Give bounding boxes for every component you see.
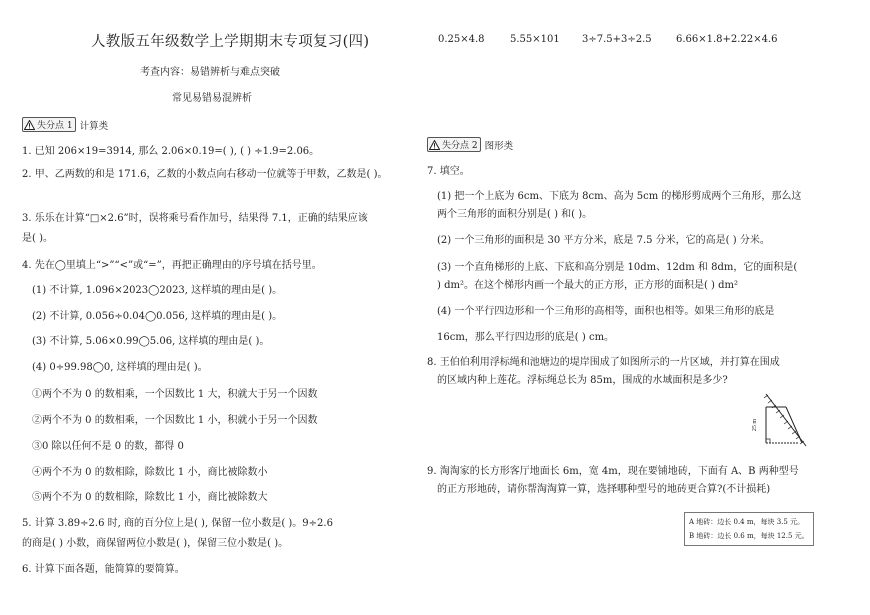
question-4-part-3: (3) 不计算, 5.06×0.99◯5.06, 这样填的理由是( )。	[32, 336, 270, 347]
question-7-part-3-line-2: ) dm²。在这个梯形内画一个最大的正方形，正方形的面积是( ) dm²	[437, 280, 739, 291]
tile-b-info: B 地砖：边长 0.6 m，每块 12.5 元。	[689, 532, 809, 540]
tag-badge	[427, 137, 481, 152]
reason-1: ①两个不为 0 的数相乘，一个因数比 1 大，积就大于另一个因数	[32, 389, 318, 400]
warning-icon	[24, 120, 35, 130]
tag-text: 图形类	[484, 140, 514, 152]
reason-2: ②两个不为 0 的数相乘，一个因数比 1 小，积就小于另一个因数	[32, 415, 318, 426]
question-8-line-1: 8. 王伯伯利用浮标绳和池塘边的堤岸围成了如图所示的一片区域，并打算在围成	[427, 357, 780, 368]
page-title: 人教版五年级数学上学期期末专项复习(四)	[91, 34, 370, 50]
question-7-part-4-line-2: 16cm，那么平行四边形的底是( ) cm。	[437, 332, 615, 343]
question-4-part-2: (2) 不计算, 0.056÷0.04◯0.056, 这样填的理由是( )。	[32, 311, 283, 322]
tag-badge-label: 失分点 1	[37, 121, 73, 131]
section-title: 常见易错易混辨析	[172, 93, 252, 104]
question-5-line-2: 的商是( ) 小数，商保留两位小数是( )，保留三位小数是( )。	[22, 538, 289, 549]
figure-label: 25 m	[752, 418, 758, 432]
reason-3: ③0 除以任何不是 0 的数，都得 0	[32, 441, 184, 452]
question-5-line-1: 5. 计算 3.89÷2.6 时, 商的百分位上是( ), 保留一位小数是( )。9÷2.6	[22, 518, 333, 529]
question-7-part-1-line-2: 两个三角形的面积分别是( ) 和( )。	[437, 209, 593, 220]
calc-item: 0.25×4.8	[438, 34, 485, 45]
question-4: 4. 先在◯里填上“>”“<”或“=”，再把正确理由的序号填在括号里。	[22, 260, 322, 271]
question-7-part-1-line-1: (1) 把一个上底为 6cm、下底为 8cm、高为 5cm 的梯形剪成两个三角形，那么这	[437, 191, 802, 202]
tag-geo	[427, 137, 513, 152]
tag-badge-label: 失分点 2	[442, 141, 478, 151]
tile-info-box	[684, 512, 814, 546]
question-1: 1. 已知 206×19=3914, 那么 2.06×0.19=( ), ( ) ÷1.9=2.06。	[22, 146, 320, 157]
content-label: 考查内容：易错辨析与难点突破	[140, 67, 280, 78]
question-4-part-1: (1) 不计算, 1.096×2023◯2023, 这样填的理由是( )。	[32, 285, 283, 296]
reason-5: ⑤两个不为 0 的数相除，除数比 1 小，商比被除数大	[32, 492, 268, 503]
question-8-line-2: 的区域内种上莲花。浮标绳总长为 85m，围成的水域面积是多少?	[437, 375, 728, 386]
calc-item: 3÷7.5+3÷2.5	[582, 34, 652, 45]
question-3-line-2: 是( )。	[22, 233, 53, 244]
question-9-line-1: 9. 淘淘家的长方形客厅地面长 6m，宽 4m，现在要铺地砖，下面有 A、B 两种型号	[427, 466, 799, 477]
question-7: 7. 填空。	[427, 166, 470, 177]
reason-4: ④两个不为 0 的数相除，除数比 1 小，商比被除数小	[32, 467, 268, 478]
pond-area-figure	[744, 390, 808, 452]
question-9-line-2: 的正方形地砖，请你帮淘淘算一算，选择哪种型号的地砖更合算?(不计损耗)	[437, 484, 771, 495]
question-7-part-2: (2) 一个三角形的面积是 30 平方分米，底是 7.5 分米，它的高是( ) 分米。	[437, 235, 770, 246]
calc-item: 5.55×101	[510, 34, 560, 45]
calc-item: 6.66×1.8+2.22×4.6	[676, 34, 778, 45]
question-2: 2. 甲、乙两数的和是 171.6，乙数的小数点向右移动一位就等于甲数，乙数是( )。	[22, 169, 388, 180]
tag-badge	[22, 117, 76, 132]
question-7-part-4-line-1: (4) 一个平行四边形和一个三角形的高相等，面积也相等。如果三角形的底是	[437, 306, 775, 317]
tag-calc	[22, 117, 108, 132]
question-4-part-4: (4) 0÷99.98◯0, 这样填的理由是( )。	[32, 362, 208, 373]
question-7-part-3-line-1: (3) 一个直角梯形的上底、下底和高分别是 10dm、12dm 和 8dm，它的面积是(	[437, 262, 798, 273]
question-3-line-1: 3. 乐乐在计算“□×2.6”时，误将乘号看作加号，结果得 7.1，正确的结果应该	[22, 213, 368, 224]
tag-text: 计算类	[79, 120, 109, 132]
warning-icon	[429, 140, 440, 150]
question-6: 6. 计算下面各题，能简算的要简算。	[22, 564, 185, 575]
tile-a-info: A 地砖：边长 0.4 m，每块 3.5 元。	[689, 518, 805, 526]
